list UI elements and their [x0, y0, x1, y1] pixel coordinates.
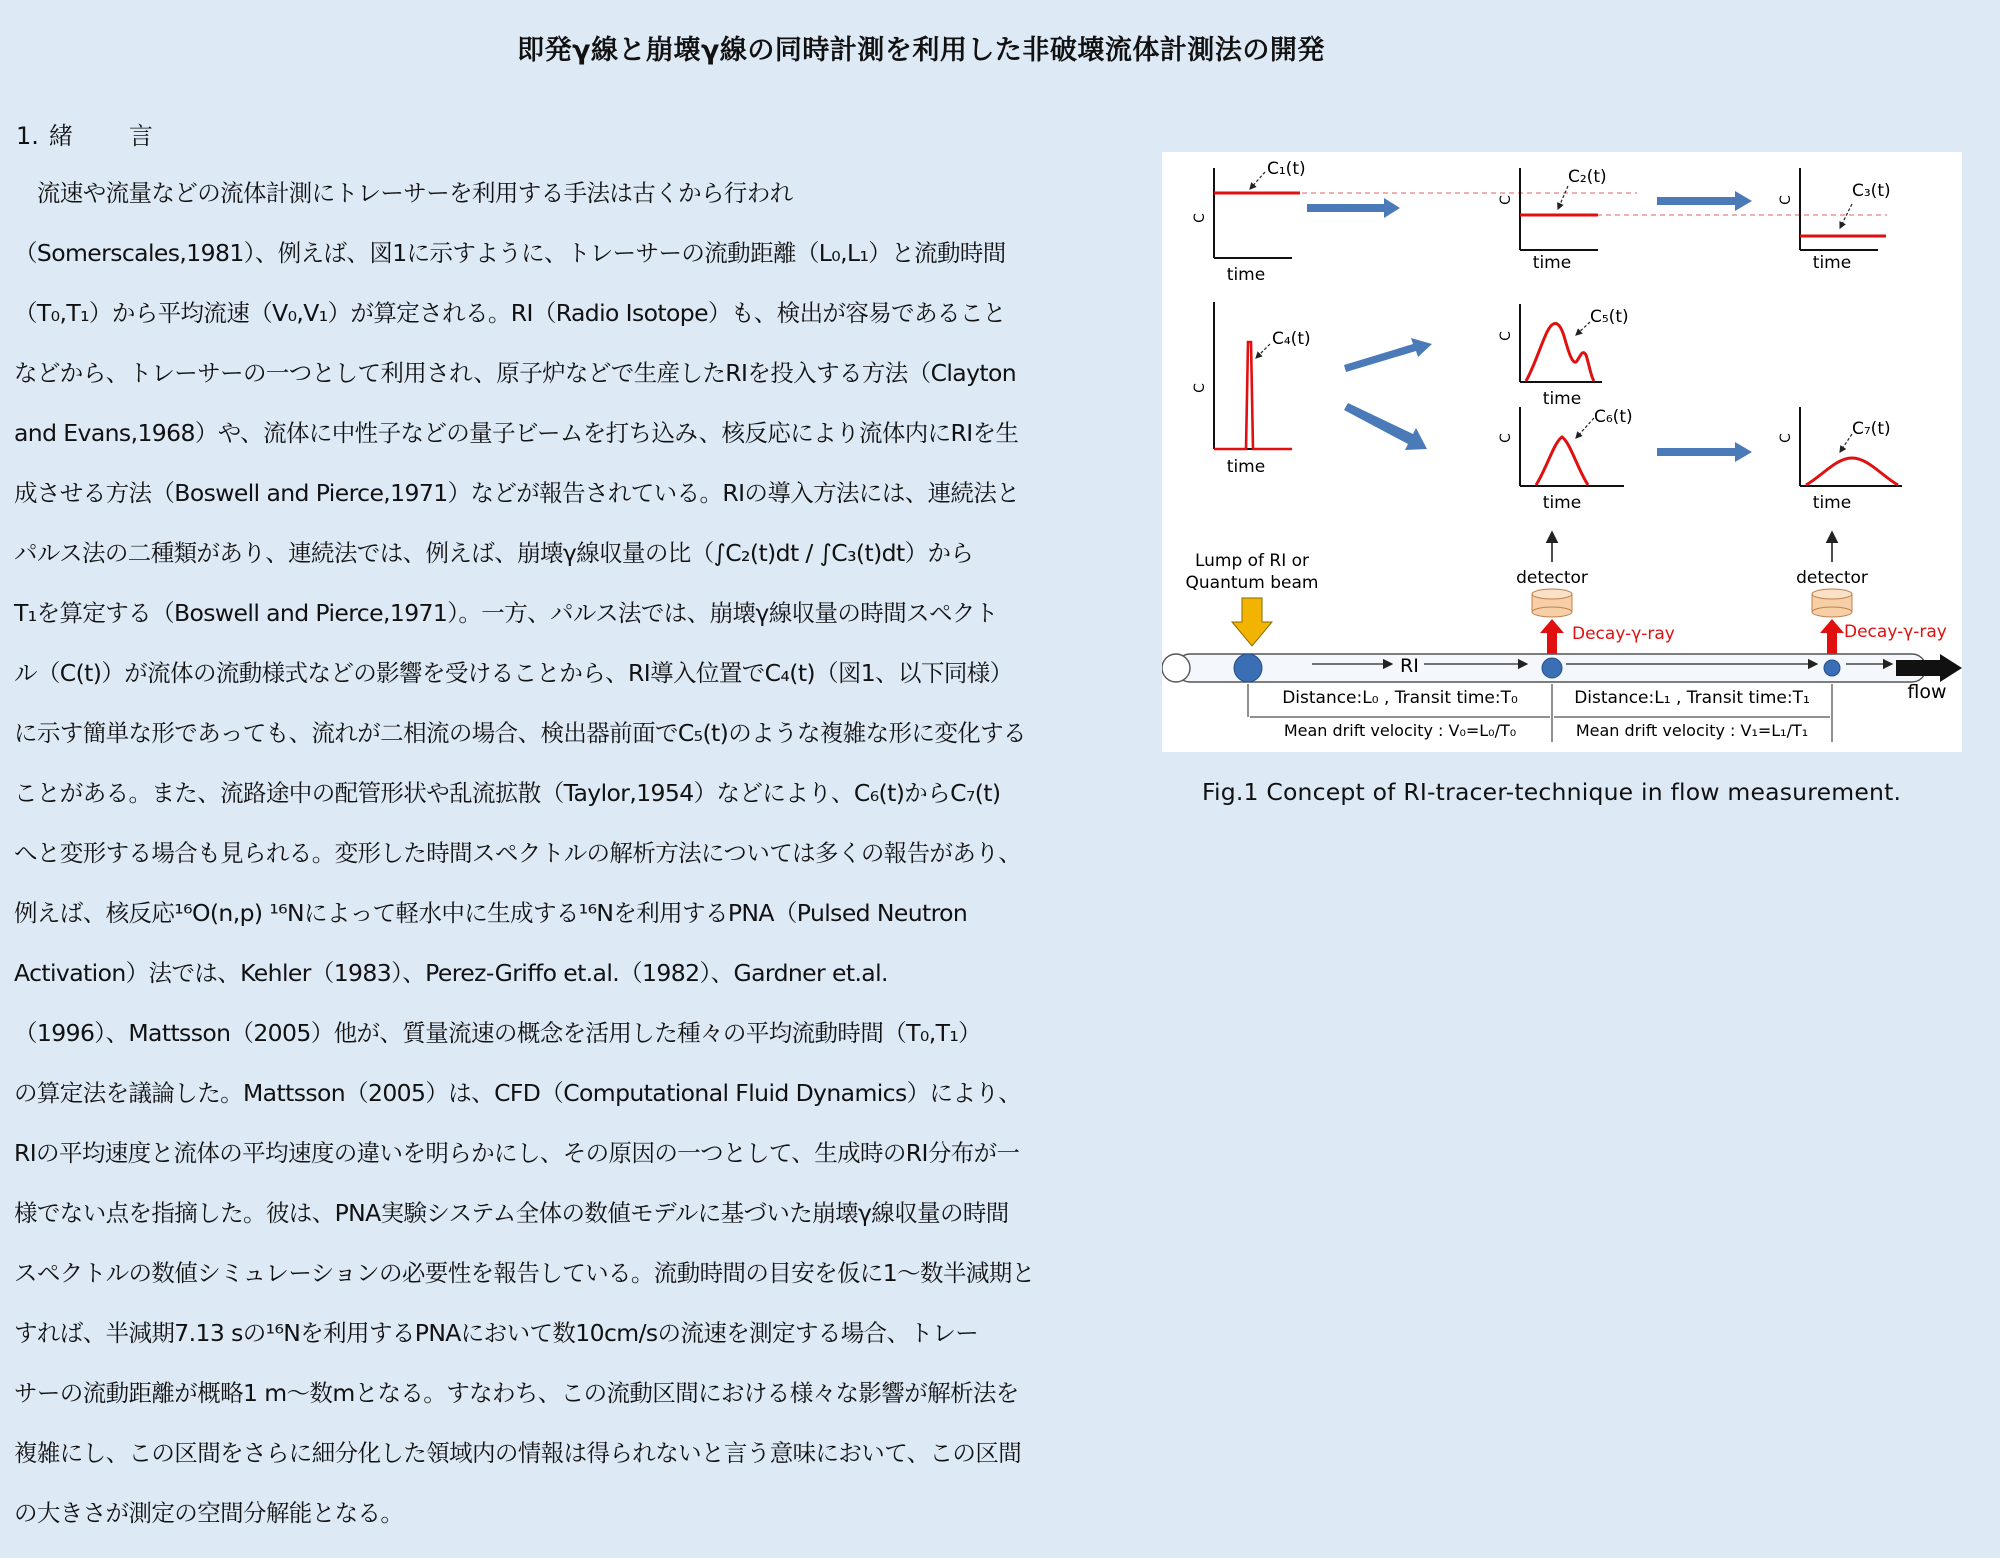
axis-c-label: C	[1192, 213, 1208, 223]
body-line: ことがある。また、流路途中の配管形状や乱流拡散（Taylor,1954）などにより、C₆(t)からC₇(t)	[14, 779, 1001, 807]
figure-1	[1162, 152, 1962, 752]
body-text	[14, 148, 1149, 1558]
body-line: 例えば、核反応¹⁶O(n,p) ¹⁶Nによって軽水中に生成する¹⁶Nを利用するPNA（Pulsed Neutron	[14, 899, 968, 927]
label-c2: C₂(t)	[1568, 167, 1607, 187]
velocity-label-1: Mean drift velocity : V₁=L₁/T₁	[1575, 721, 1809, 740]
section-heading	[16, 116, 153, 151]
detector-2	[1812, 589, 1852, 617]
axis-time-label: time	[1542, 493, 1582, 513]
decay-ray-arrow-2	[1820, 619, 1844, 658]
label-c1: C₁(t)	[1267, 159, 1306, 179]
body-line: （Somerscales,1981）、例えば、図1に示すように、トレーサーの流動距離（L₀,L₁）と流動時間	[14, 239, 1006, 267]
ri-dot-source	[1234, 654, 1262, 682]
body-line: スペクトルの数値シミュレーションの必要性を報告している。流動時間の目安を仮に1〜数半減期と	[14, 1259, 1035, 1287]
section-heading-part1: 緒	[48, 122, 73, 150]
body-line: に示す簡単な形であっても、流れが二相流の場合、検出器前面でC₅(t)のような複雑な形に変化する	[14, 719, 1026, 747]
body-line: の算定法を議論した。Mattsson（2005）は、CFD（Computational Fluid Dynamics）により、	[14, 1079, 1022, 1107]
paper-title: 即発γ線と崩壊γ線の同時計測を利用した非破壊流体計測法の開発	[517, 35, 1325, 66]
body-line: パルス法の二種類があり、連続法では、例えば、崩壊γ線収量の比（∫C₂(t)dt / ∫C₃(t)dt）から	[14, 539, 974, 567]
velocity-label-0: Mean drift velocity : V₀=L₀/T₀	[1283, 721, 1517, 740]
body-line: Activation）法では、Kehler（1983）、Perez-Griffo et.al.（1982）、Gardner et.al.	[14, 959, 888, 987]
body-line: （T₀,T₁）から平均流速（V₀,V₁）が算定される。RI（Radio Isotope）も、検出が容易であること	[14, 299, 1006, 327]
flow-arrow-split-up	[1344, 338, 1432, 372]
axis-time-label: time	[1532, 253, 1572, 273]
body-line: の大きさが測定の空間分解能となる。	[14, 1499, 404, 1527]
section-heading-part2: 言	[128, 122, 153, 150]
body-line: すれば、半減期7.13 sの¹⁶Nを利用するPNAにおいて数10cm/sの流速を測定する場合、トレー	[14, 1319, 979, 1347]
body-line: 様でない点を指摘した。彼は、PNA実験システム全体の数値モデルに基づいた崩壊γ線収量の時間	[14, 1199, 1009, 1227]
axis-time-label: time	[1226, 265, 1266, 285]
beam-arrow	[1232, 598, 1272, 646]
decay-ray-label-2: Decay-γ-ray	[1844, 622, 1947, 642]
axis-c-label: C	[1778, 433, 1794, 443]
body-line: 流速や流量などの流体計測にトレーサーを利用する手法は古くから行われ	[14, 179, 793, 207]
flow-arrow-3	[1657, 442, 1752, 462]
label-c7: C₇(t)	[1852, 419, 1891, 439]
axis-time-label: time	[1542, 389, 1582, 409]
axis-time-label: time	[1812, 253, 1852, 273]
flow-arrow-1	[1307, 198, 1400, 218]
axis-time-label: time	[1812, 493, 1852, 513]
body-line: （1996）、Mattsson（2005）他が、質量流速の概念を活用した種々の平均流動時間（T₀,T₁）	[14, 1019, 982, 1047]
body-line: などから、トレーサーの一つとして利用され、原子炉などで生産したRIを投入する方法（Clayton	[14, 359, 1017, 387]
flow-arrow-2	[1657, 191, 1752, 211]
detector-1	[1532, 589, 1572, 617]
axis-c-label: C	[1498, 195, 1514, 205]
lump-label-line2: Quantum beam	[1185, 573, 1319, 593]
plot-c6	[1498, 407, 1633, 513]
decay-ray-arrow-1	[1540, 619, 1564, 658]
axis-c-label: C	[1778, 195, 1794, 205]
decay-ray-label-1: Decay-γ-ray	[1572, 624, 1675, 644]
flow-label: flow	[1907, 681, 1947, 703]
section-number: 1.	[16, 122, 39, 150]
axis-time-label: time	[1226, 457, 1266, 477]
ri-dot-detector-1	[1542, 658, 1562, 678]
plot-c4	[1192, 302, 1311, 477]
body-line: and Evans,1968）や、流体に中性子などの量子ビームを打ち込み、核反応により流体内にRIを生	[14, 419, 1019, 447]
body-line: 複雑にし、この区間をさらに細分化した領域内の情報は得られないと言う意味において、この区間	[14, 1439, 1022, 1467]
lump-label-line1: Lump of RI or	[1194, 551, 1310, 571]
distance-label-1: Distance:L₁ , Transit time:T₁	[1574, 688, 1810, 708]
body-line: ル（C(t)）が流体の流動様式などの影響を受けることから、RI導入位置でC₄(t)（図1、以下同様）	[14, 659, 1013, 687]
label-c5: C₅(t)	[1590, 307, 1629, 327]
flow-arrow-split-down	[1344, 403, 1427, 450]
ri-dot-detector-2	[1824, 660, 1840, 676]
axis-c-label: C	[1498, 433, 1514, 443]
figure-caption: Fig.1 Concept of RI-tracer-technique in flow measurement.	[1202, 778, 1902, 806]
body-line: サーの流動距離が概略1 m〜数mとなる。すなわち、この流動区間における様々な影響が解析法を	[14, 1379, 1019, 1407]
body-line: 成させる方法（Boswell and Pierce,1971）などが報告されている。RIの導入方法には、連続法と	[14, 479, 1020, 507]
plot-c7	[1778, 407, 1902, 513]
detector-label-1: detector	[1516, 568, 1588, 588]
figure-diagram	[1162, 152, 1962, 752]
distance-label-0: Distance:L₀ , Transit time:T₀	[1282, 688, 1518, 708]
label-c6: C₆(t)	[1594, 407, 1633, 427]
plot-c5	[1498, 304, 1629, 409]
label-c3: C₃(t)	[1852, 181, 1891, 201]
body-line: RIの平均速度と流体の平均速度の違いを明らかにし、その原因の一つとして、生成時のRI分布が一	[14, 1139, 1020, 1167]
body-line: T₁を算定する（Boswell and Pierce,1971）。一方、パルス法では、崩壊γ線収量の時間スペクト	[14, 599, 998, 627]
plot-c1	[1192, 159, 1306, 285]
detector-label-2: detector	[1796, 568, 1868, 588]
plot-c2	[1498, 167, 1607, 273]
label-c4: C₄(t)	[1272, 329, 1311, 349]
ri-label: RI	[1400, 655, 1419, 677]
body-line: へと変形する場合も見られる。変形した時間スペクトルの解析方法については多くの報告があり、	[14, 839, 1022, 867]
axis-c-label: C	[1192, 383, 1208, 393]
axis-c-label: C	[1498, 331, 1514, 341]
plot-c3	[1778, 168, 1891, 273]
